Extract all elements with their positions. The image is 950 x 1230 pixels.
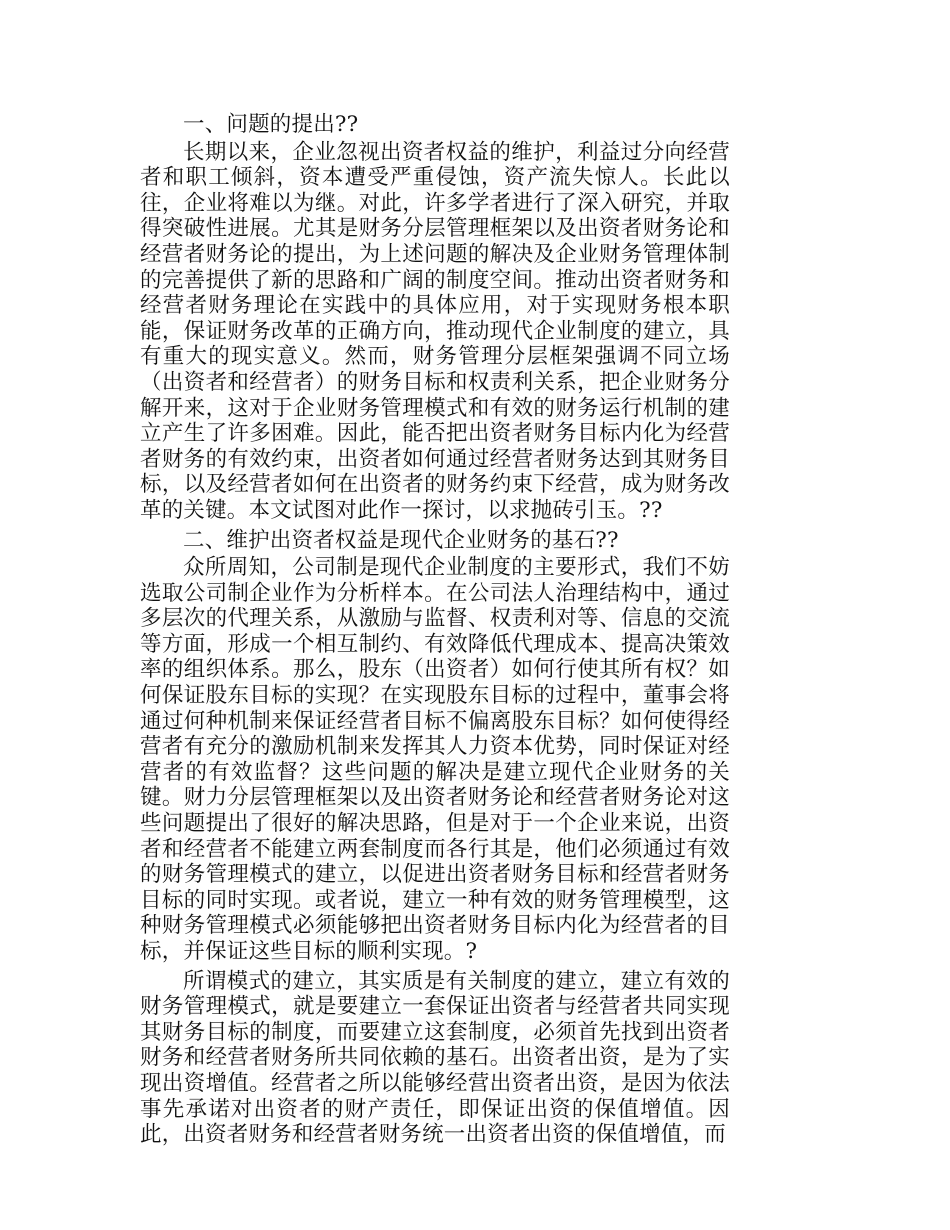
paragraph-2: 众所周知，公司制是现代企业制度的主要形式，我们不妨选取公司制企业作为分析样本。在公司法人治理结构中，通过多层次的代理关系，从激励与监督、权责利对等、信息的交流等方面，形成一个相互制约、有效降低代理成本、提高决策效率的组织体系。那么，股东（出资者）如何行使其所有权？如何保证股东目标的实现？在实现股东目标的过程中，董事会将通过何种机制来保证经营者目标不偏离股东目标？如何使得经营者有充分的激励机制来发挥其人力资本优势，同时保证对经营者的有效监督？这些问题的解决是建立现代企业财务的关键。财力分层管理框架以及出资者财务论和经营者财务论对这些问题提出了很好的解决思路，但是对于一个企业来说，出资者和经营者不能建立两套制度而各行其是，他们必须通过有效的财务管理模式的建立，以促进出资者财务目标和经营者财务目标的同时实现。或者说，建立一种有效的财务管理模型，这种财务管理模式必须能够把出资者财务目标内化为经营者的目标，并保证这些目标的顺利实现。? xyxy=(140,555,730,964)
section-heading-1: 一、问题的提出?? xyxy=(183,112,359,137)
document-body xyxy=(140,112,730,1152)
section-heading-2: 二、维护出资者权益是现代企业财务的基石?? xyxy=(183,527,619,553)
paragraph-1: 长期以来，企业忽视出资者权益的维护，利益过分向经营者和职工倾斜，资本遭受严重侵蚀，资产流失惊人。长此以往，企业将难以为继。对此，许多学者进行了深入研究，并取得突破性进展。尤其是财务分层管理框架以及出资者财务论和经营者财务论的提出，为上述问题的解决及企业财务管理体制的完善提供了新的思路和广阔的制度空间。推动出资者财务和经营者财务理论在实践中的具体应用，对于实现财务根本职能，保证财务改革的正确方向，推动现代企业制度的建立，具有重大的现实意义。然而，财务管理分层框架强调不同立场（出资者和经营者）的财务目标和权责利关系，把企业财务分解开来，这对于企业财务管理模式和有效的财务运行机制的建立产生了许多困难。因此，能否把出资者财务目标内化为经营者财务的有效约束，出资者如何通过经营者财务达到其财务目标，以及经营者如何在出资者的财务约束下经营，成为财务改革的关键。本文试图对此作一探讨，以求抛砖引玉。?? xyxy=(140,139,730,523)
paragraph-3: 所谓模式的建立，其实质是有关制度的建立，建立有效的财务管理模式，就是要建立一套保证出资者与经营者共同实现其财务目标的制度，而要建立这套制度，必须首先找到出资者财务和经营者财务所共同依赖的基石。出资者出资，是为了实现出资增值。经营者之所以能够经营出资者出资，是因为依法事先承诺对出资者的财产责任，即保证出资的保值增值。因此，出资者财务和经营者财务统一出资者出资的保值增值，而 xyxy=(140,968,730,1148)
